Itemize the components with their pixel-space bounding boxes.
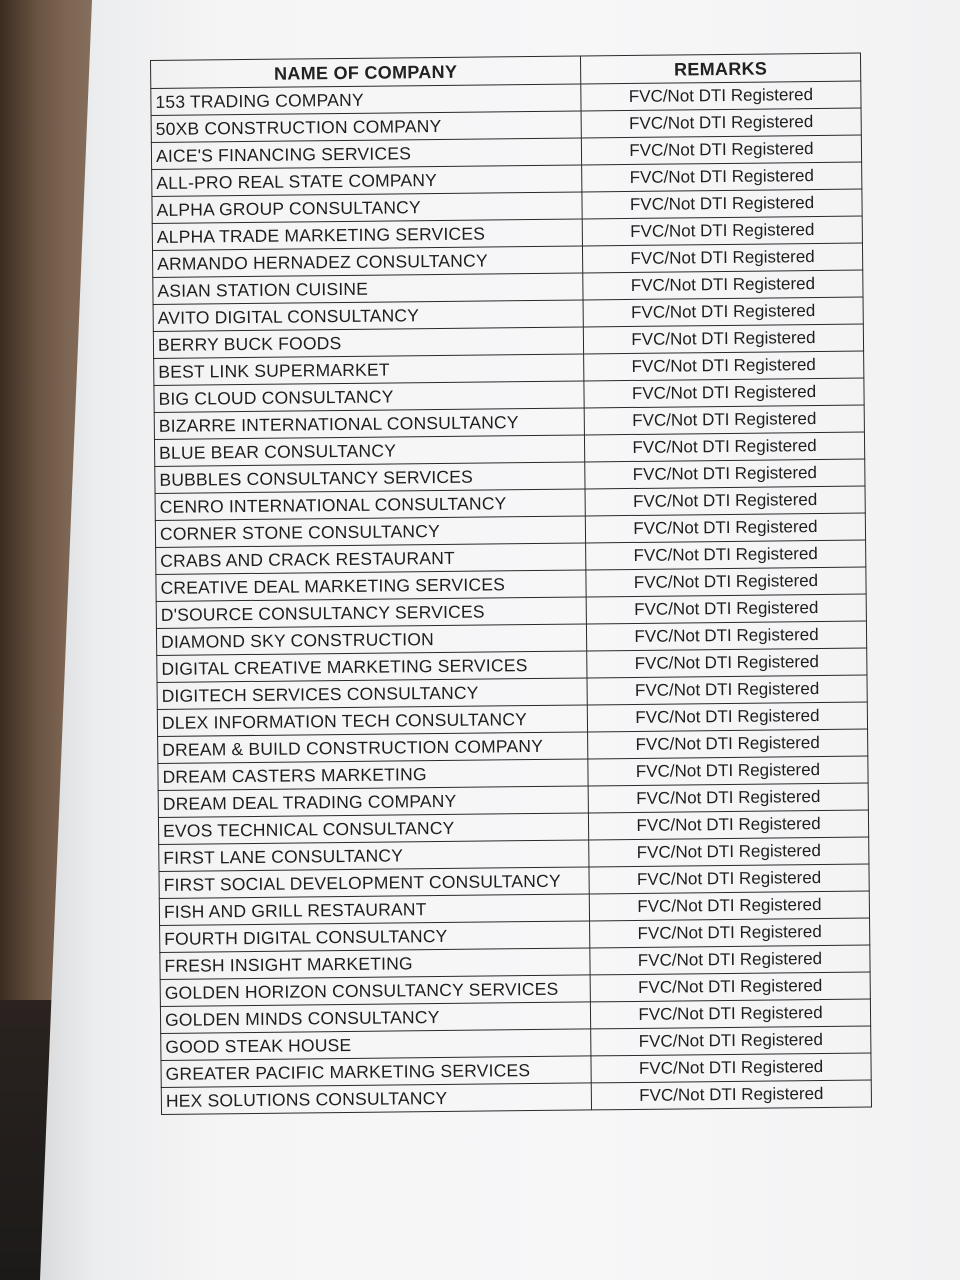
remark-cell: FVC/Not DTI Registered	[584, 405, 864, 435]
company-name-cell: GOOD STEAK HOUSE	[161, 1029, 591, 1061]
company-name-cell: DREAM & BUILD CONSTRUCTION COMPANY	[158, 732, 588, 764]
company-name-cell: BEST LINK SUPERMARKET	[154, 354, 584, 386]
remark-cell: FVC/Not DTI Registered	[586, 621, 866, 651]
company-name-cell: EVOS TECHNICAL CONSULTANCY	[158, 813, 588, 845]
remark-cell: FVC/Not DTI Registered	[591, 1026, 871, 1056]
remark-cell: FVC/Not DTI Registered	[590, 999, 870, 1029]
remark-cell: FVC/Not DTI Registered	[583, 324, 863, 354]
company-name-cell: CREATIVE DEAL MARKETING SERVICES	[156, 570, 586, 602]
company-name-cell: FRESH INSIGHT MARKETING	[160, 948, 590, 980]
company-name-cell: DREAM CASTERS MARKETING	[158, 759, 588, 791]
remark-cell: FVC/Not DTI Registered	[586, 594, 866, 624]
remark-cell: FVC/Not DTI Registered	[591, 1053, 871, 1083]
company-name-cell: 153 TRADING COMPANY	[151, 84, 581, 116]
remark-cell: FVC/Not DTI Registered	[589, 891, 869, 921]
company-name-cell: GREATER PACIFIC MARKETING SERVICES	[161, 1056, 591, 1088]
remark-cell: FVC/Not DTI Registered	[585, 459, 865, 489]
company-name-cell: DIAMOND SKY CONSTRUCTION	[156, 624, 586, 656]
remark-cell: FVC/Not DTI Registered	[590, 945, 870, 975]
company-name-cell: DREAM DEAL TRADING COMPANY	[158, 786, 588, 818]
company-name-cell: GOLDEN MINDS CONSULTANCY	[160, 1002, 590, 1034]
company-name-cell: ALPHA GROUP CONSULTANCY	[152, 192, 582, 224]
company-name-cell: ALPHA TRADE MARKETING SERVICES	[152, 219, 582, 251]
remark-cell: FVC/Not DTI Registered	[581, 108, 861, 138]
company-name-cell: CORNER STONE CONSULTANCY	[155, 516, 585, 548]
company-name-cell: ASIAN STATION CUISINE	[153, 273, 583, 305]
remark-cell: FVC/Not DTI Registered	[582, 162, 862, 192]
remark-cell: FVC/Not DTI Registered	[581, 135, 861, 165]
company-name-cell: ALL-PRO REAL STATE COMPANY	[152, 165, 582, 197]
remark-cell: FVC/Not DTI Registered	[588, 756, 868, 786]
company-name-cell: CENRO INTERNATIONAL CONSULTANCY	[155, 489, 585, 521]
table-body	[151, 81, 872, 1114]
header-remarks: REMARKS	[580, 53, 860, 84]
remark-cell: FVC/Not DTI Registered	[583, 270, 863, 300]
remark-cell: FVC/Not DTI Registered	[591, 1080, 871, 1110]
remark-cell: FVC/Not DTI Registered	[589, 864, 869, 894]
header-name-of-company: NAME OF COMPANY	[151, 56, 581, 89]
company-table	[150, 53, 872, 1115]
company-name-cell: 50XB CONSTRUCTION COMPANY	[151, 111, 581, 143]
company-name-cell: FISH AND GRILL RESTAURANT	[159, 894, 589, 926]
company-name-cell: DIGITAL CREATIVE MARKETING SERVICES	[157, 651, 587, 683]
company-name-cell: DLEX INFORMATION TECH CONSULTANCY	[157, 705, 587, 737]
remark-cell: FVC/Not DTI Registered	[582, 189, 862, 219]
remark-cell: FVC/Not DTI Registered	[589, 837, 869, 867]
remark-cell: FVC/Not DTI Registered	[585, 513, 865, 543]
remark-cell: FVC/Not DTI Registered	[590, 918, 870, 948]
company-table-container	[150, 53, 871, 1115]
company-name-cell: D'SOURCE CONSULTANCY SERVICES	[156, 597, 586, 629]
company-name-cell: FIRST LANE CONSULTANCY	[159, 840, 589, 872]
remark-cell: FVC/Not DTI Registered	[587, 702, 867, 732]
company-name-cell: FIRST SOCIAL DEVELOPMENT CONSULTANCY	[159, 867, 589, 899]
remark-cell: FVC/Not DTI Registered	[588, 810, 868, 840]
remark-cell: FVC/Not DTI Registered	[588, 729, 868, 759]
remark-cell: FVC/Not DTI Registered	[586, 540, 866, 570]
company-name-cell: BIG CLOUD CONSULTANCY	[154, 381, 584, 413]
remark-cell: FVC/Not DTI Registered	[586, 567, 866, 597]
remark-cell: FVC/Not DTI Registered	[583, 297, 863, 327]
remark-cell: FVC/Not DTI Registered	[584, 432, 864, 462]
company-name-cell: CRABS AND CRACK RESTAURANT	[156, 543, 586, 575]
remark-cell: FVC/Not DTI Registered	[584, 351, 864, 381]
company-name-cell: GOLDEN HORIZON CONSULTANCY SERVICES	[160, 975, 590, 1007]
company-name-cell: AVITO DIGITAL CONSULTANCY	[153, 300, 583, 332]
remark-cell: FVC/Not DTI Registered	[585, 486, 865, 516]
remark-cell: FVC/Not DTI Registered	[582, 243, 862, 273]
company-name-cell: BUBBLES CONSULTANCY SERVICES	[155, 462, 585, 494]
remark-cell: FVC/Not DTI Registered	[584, 378, 864, 408]
company-name-cell: BIZARRE INTERNATIONAL CONSULTANCY	[154, 408, 584, 440]
company-name-cell: ARMANDO HERNADEZ CONSULTANCY	[152, 246, 582, 278]
remark-cell: FVC/Not DTI Registered	[582, 216, 862, 246]
remark-cell: FVC/Not DTI Registered	[588, 783, 868, 813]
remark-cell: FVC/Not DTI Registered	[587, 648, 867, 678]
remark-cell: FVC/Not DTI Registered	[587, 675, 867, 705]
remark-cell: FVC/Not DTI Registered	[581, 81, 861, 111]
company-name-cell: BERRY BUCK FOODS	[153, 327, 583, 359]
company-name-cell: BLUE BEAR CONSULTANCY	[154, 435, 584, 467]
remark-cell: FVC/Not DTI Registered	[590, 972, 870, 1002]
company-name-cell: AICE'S FINANCING SERVICES	[151, 138, 581, 170]
company-name-cell: HEX SOLUTIONS CONSULTANCY	[161, 1083, 591, 1115]
company-name-cell: FOURTH DIGITAL CONSULTANCY	[160, 921, 590, 953]
company-name-cell: DIGITECH SERVICES CONSULTANCY	[157, 678, 587, 710]
